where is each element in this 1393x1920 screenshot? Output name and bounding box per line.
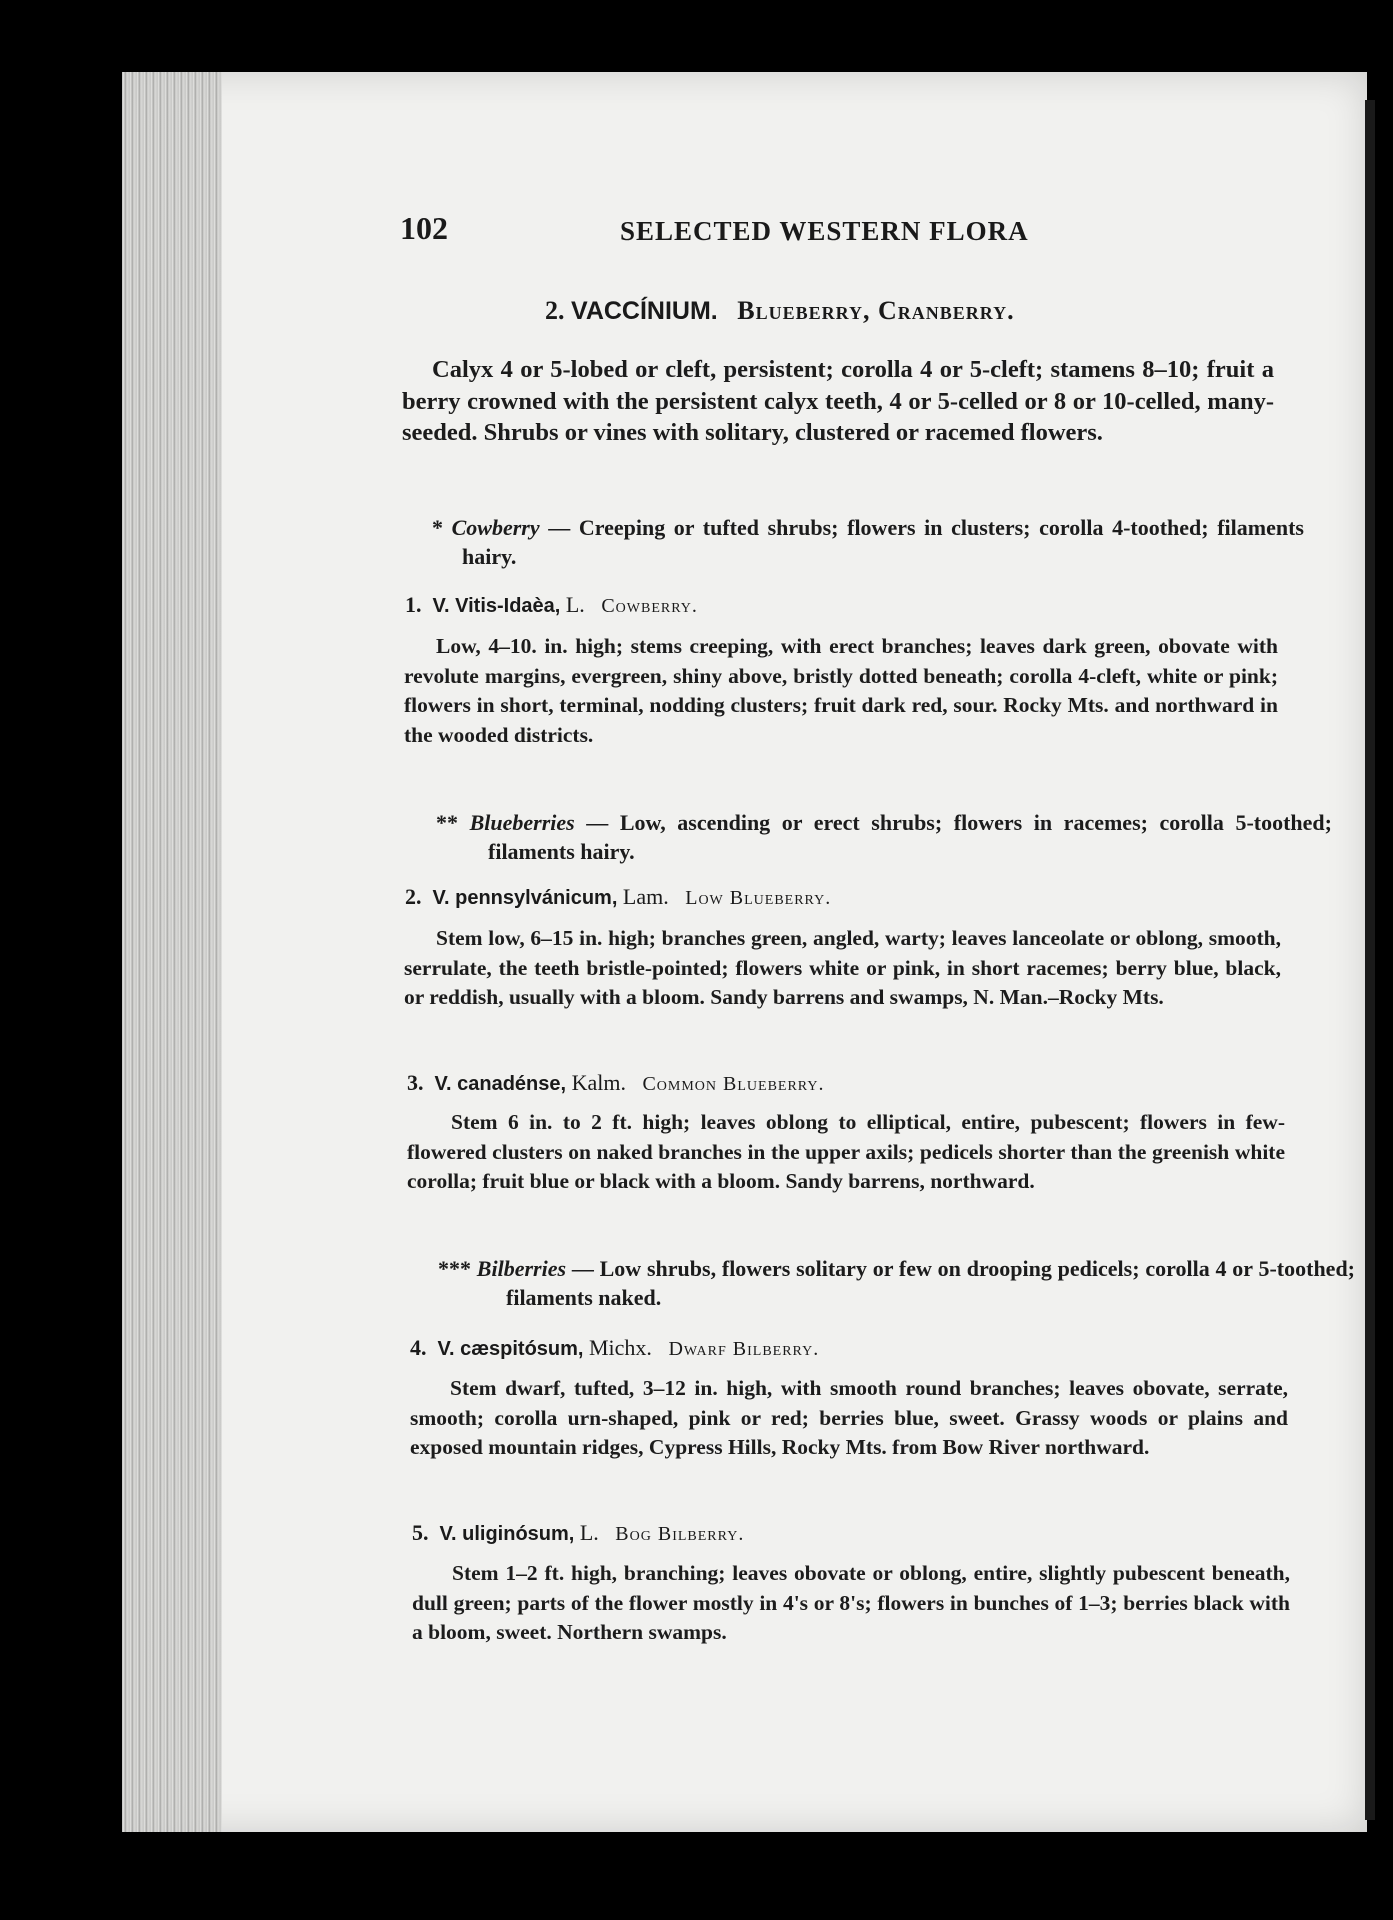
species-name: V. uliginósum, <box>439 1523 575 1545</box>
species-description: Low, 4–10. in. high; stems creeping, with erect branches; leaves dark green, obovate with revolute margins, evergreen, shiny above, bristly dotted beneath; corolla 4-cleft, white or pink; flowers in short, terminal, nodding clusters; fruit dark red, sour. Rocky Mts. and northward in the wooded districts. <box>404 634 1278 747</box>
species-heading <box>412 1520 744 1546</box>
page-number: 102 <box>400 210 448 246</box>
running-title: SELECTED WESTERN FLORA <box>620 216 1029 246</box>
group-marker: ** <box>436 810 458 835</box>
group-cowberry <box>432 513 1304 571</box>
genus-name: VACCÍNIUM. <box>571 297 718 325</box>
species-name: V. Vitis-Idaèa, <box>432 595 561 617</box>
species-name: V. cæspitósum, <box>437 1338 584 1360</box>
group-marker: * <box>432 515 443 540</box>
group-title: Cowberry <box>451 515 540 540</box>
species-description: Stem 6 in. to 2 ft. high; leaves oblong to elliptical, entire, pubescent; flowers in few-flowered clusters on naked branches in the upper axils; pedicels shorter than the greenish white corolla; fruit blue or black with a bloom. Sandy barrens, northward. <box>407 1110 1285 1193</box>
species-number: 1. <box>405 592 422 617</box>
species-common-name: Bog Bilberry. <box>615 1523 745 1545</box>
species-heading <box>407 1070 824 1096</box>
species-author: Lam. <box>622 884 669 909</box>
genus-number: 2. <box>545 296 565 325</box>
species-author: Michx. <box>588 1335 652 1360</box>
species-common-name: Common Blueberry. <box>642 1073 825 1095</box>
species-name: V. pennsylvánicum, <box>432 887 618 909</box>
species-heading <box>405 592 698 618</box>
species-name: V. canadénse, <box>434 1073 567 1095</box>
species-description: Stem low, 6–15 in. high; branches green, angled, warty; leaves lanceolate or oblong, smooth, serrulate, the teeth bristle-pointed; flowers white or pink, in short racemes; berry blue, black, or reddish, usually with a bloom. Sandy barrens and swamps, N. Man.–Rocky Mts. <box>404 926 1281 1009</box>
group-marker: *** <box>438 1256 471 1281</box>
species-author: L. <box>579 1520 599 1545</box>
species-number: 5. <box>412 1520 429 1545</box>
species-number: 3. <box>407 1070 424 1095</box>
species-number: 4. <box>410 1335 427 1360</box>
species-common-name: Low Blueberry. <box>685 887 832 909</box>
group-bilberries <box>438 1254 1355 1312</box>
group-text: — Creeping or tufted shrubs; flowers in clusters; corolla 4-toothed; filaments hairy. <box>462 515 1304 569</box>
group-text: — Low shrubs, flowers solitary or few on drooping pedicels; corolla 4 or 5-toothed; filaments naked. <box>506 1256 1356 1310</box>
species-heading <box>405 884 831 910</box>
species-description: Stem 1–2 ft. high, branching; leaves obovate or oblong, entire, slightly pubescent beneath, dull green; parts of the flower mostly in 4's or 8's; flowers in bunches of 1–3; berries black with a bloom, sweet. Northern swamps. <box>412 1561 1290 1644</box>
group-title: Bilberries <box>476 1256 567 1281</box>
species-heading <box>410 1335 819 1361</box>
genus-common-name: Blueberry, Cranberry. <box>737 296 1015 325</box>
page-gutter-shadow <box>1365 100 1375 1820</box>
species-description: Stem dwarf, tufted, 3–12 in. high, with smooth round branches; leaves obovate, serrate, smooth; corolla urn-shaped, pink or red; berries blue, sweet. Grassy woods or plains and exposed mountain ridges, Cypress Hills, Rocky Mts. from Bow River northward. <box>410 1376 1288 1459</box>
species-common-name: Cowberry. <box>601 595 698 617</box>
species-author: Kalm. <box>571 1070 626 1095</box>
species-common-name: Dwarf Bilberry. <box>668 1338 820 1360</box>
group-blueberries <box>436 808 1332 866</box>
genus-heading <box>545 296 1305 326</box>
page-header <box>400 210 1300 260</box>
page-edges <box>122 72 222 1832</box>
group-text: — Low, ascending or erect shrubs; flowers in racemes; corolla 5-toothed; filaments hairy. <box>488 810 1332 864</box>
genus-description: Calyx 4 or 5-lobed or cleft, persistent; corolla 4 or 5-cleft; stamens 8–10; fruit a berry crowned with the persistent calyx teeth, 4 or 5-celled or 8 or 10-celled, many-seeded. Shrubs or vines with solitary, clustered or racemed flowers. <box>402 356 1274 446</box>
species-author: L. <box>565 592 585 617</box>
group-title: Blueberries <box>469 810 575 835</box>
species-number: 2. <box>405 884 422 909</box>
